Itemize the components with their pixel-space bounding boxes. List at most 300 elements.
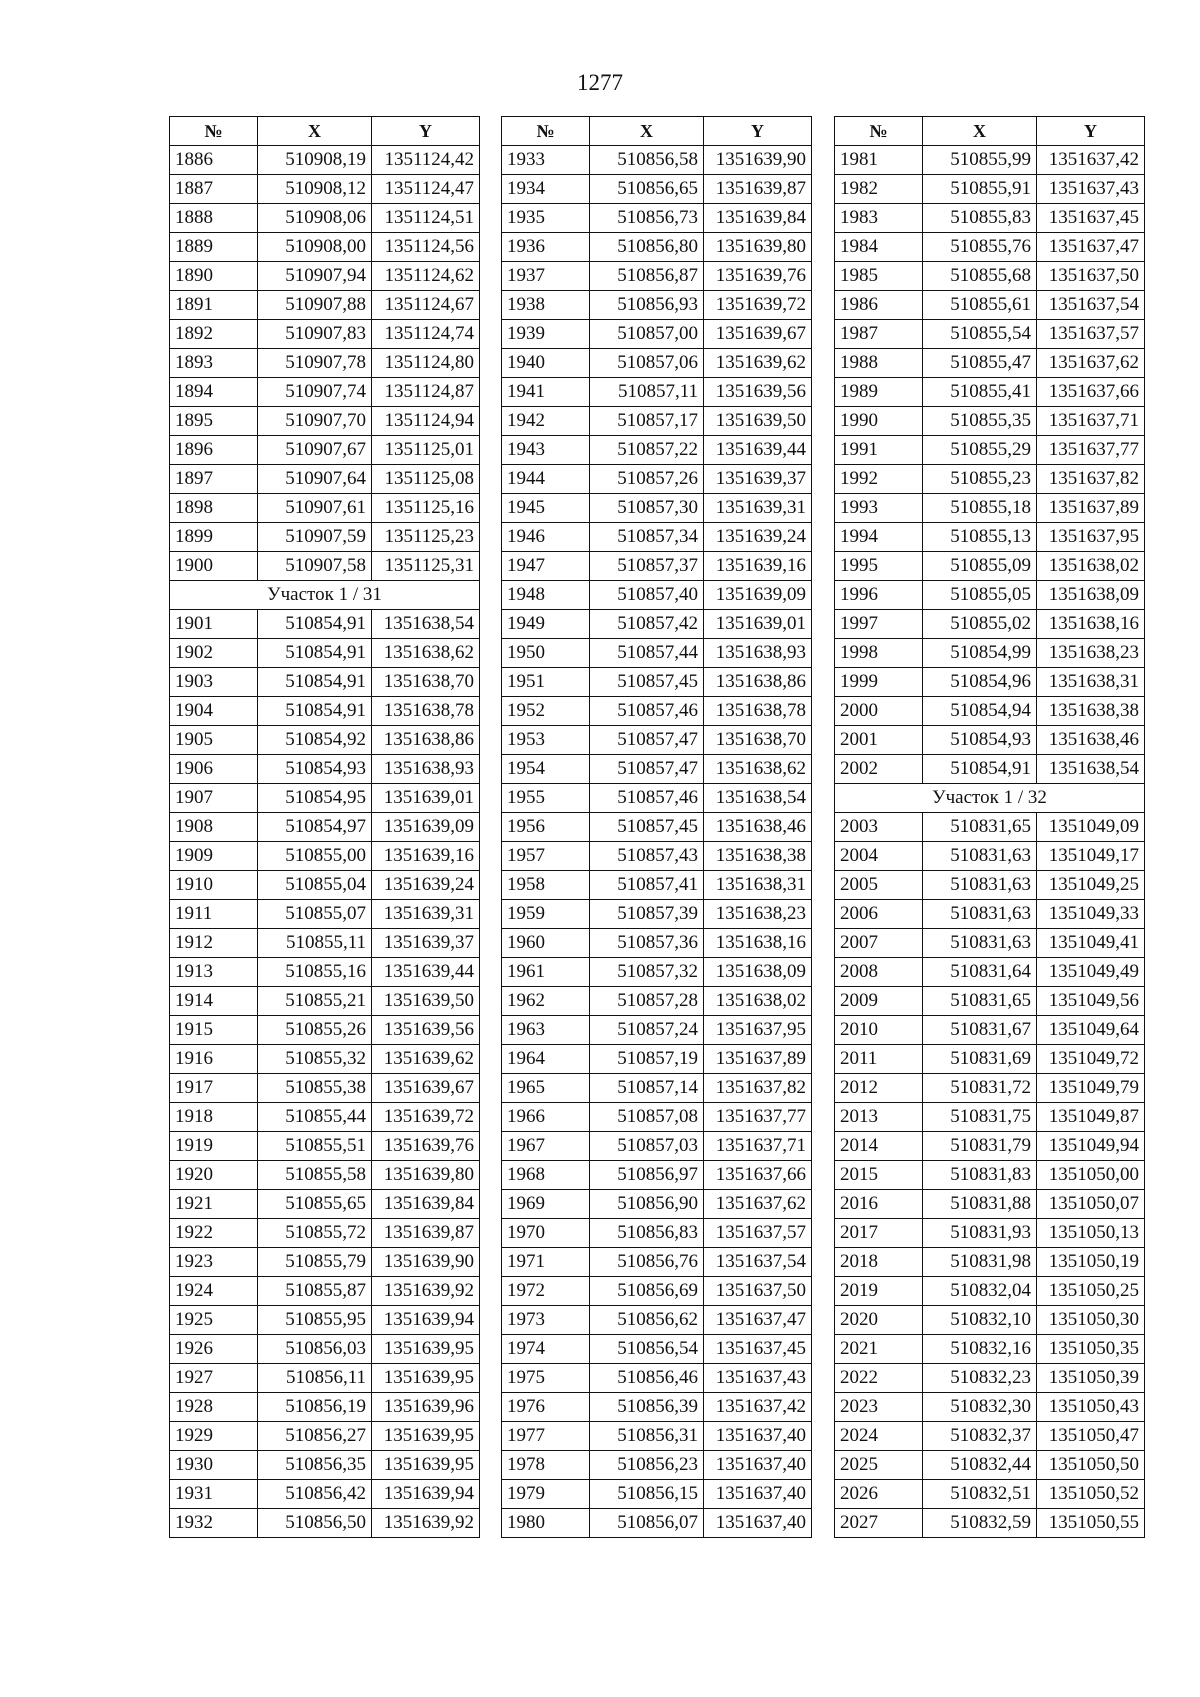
table-row <box>502 1103 812 1132</box>
point-number: 1934 <box>502 175 590 204</box>
coord-y: 1351637,66 <box>704 1161 812 1190</box>
table-row <box>170 552 480 581</box>
point-number: 1975 <box>502 1364 590 1393</box>
page-number: 1277 <box>577 70 623 95</box>
coord-y: 1351637,77 <box>1037 436 1145 465</box>
coord-x: 510856,65 <box>590 175 704 204</box>
coord-x: 510857,42 <box>590 610 704 639</box>
point-number: 1977 <box>502 1422 590 1451</box>
table-row <box>502 349 812 378</box>
coord-y: 1351125,23 <box>372 523 480 552</box>
coord-y: 1351639,09 <box>704 581 812 610</box>
point-number: 1997 <box>835 610 923 639</box>
coord-y: 1351637,47 <box>704 1306 812 1335</box>
point-number: 1931 <box>170 1480 258 1509</box>
table-row <box>835 813 1145 842</box>
table-row <box>170 987 480 1016</box>
coord-x: 510831,65 <box>923 987 1037 1016</box>
coord-x: 510908,12 <box>258 175 372 204</box>
coord-y: 1351637,71 <box>704 1132 812 1161</box>
point-number: 2017 <box>835 1219 923 1248</box>
table-row <box>170 1509 480 1538</box>
coord-y: 1351049,72 <box>1037 1045 1145 1074</box>
coord-y: 1351637,82 <box>1037 465 1145 494</box>
coord-y: 1351637,43 <box>704 1364 812 1393</box>
coord-y: 1351050,50 <box>1037 1451 1145 1480</box>
table-row <box>502 871 812 900</box>
coord-y: 1351050,47 <box>1037 1422 1145 1451</box>
table-row <box>835 726 1145 755</box>
coord-x: 510854,97 <box>258 813 372 842</box>
point-number: 1964 <box>502 1045 590 1074</box>
coord-x: 510857,39 <box>590 900 704 929</box>
coord-x: 510857,14 <box>590 1074 704 1103</box>
coord-y: 1351049,94 <box>1037 1132 1145 1161</box>
point-number: 1889 <box>170 233 258 262</box>
coord-y: 1351638,54 <box>704 784 812 813</box>
coord-x: 510854,93 <box>258 755 372 784</box>
header-number: № <box>835 117 923 146</box>
coord-y: 1351639,01 <box>372 784 480 813</box>
coord-x: 510855,13 <box>923 523 1037 552</box>
point-number: 2023 <box>835 1393 923 1422</box>
coord-y: 1351637,50 <box>704 1277 812 1306</box>
coord-x: 510857,46 <box>590 784 704 813</box>
coord-x: 510856,46 <box>590 1364 704 1393</box>
section-row <box>170 581 480 610</box>
point-number: 2019 <box>835 1277 923 1306</box>
table-row <box>835 639 1145 668</box>
coord-x: 510855,65 <box>258 1190 372 1219</box>
coordinates-table-3 <box>834 116 1145 1538</box>
table-row <box>502 581 812 610</box>
table-row <box>170 320 480 349</box>
coord-y: 1351638,93 <box>372 755 480 784</box>
point-number: 1956 <box>502 813 590 842</box>
coord-y: 1351639,95 <box>372 1451 480 1480</box>
coord-x: 510855,38 <box>258 1074 372 1103</box>
table-row <box>170 1335 480 1364</box>
table-row <box>170 233 480 262</box>
coord-x: 510854,91 <box>258 610 372 639</box>
point-number: 1915 <box>170 1016 258 1045</box>
coord-x: 510855,68 <box>923 262 1037 291</box>
table-row <box>502 1161 812 1190</box>
coord-y: 1351637,57 <box>704 1219 812 1248</box>
coord-x: 510855,05 <box>923 581 1037 610</box>
table-row <box>835 407 1145 436</box>
point-number: 1888 <box>170 204 258 233</box>
point-number: 1924 <box>170 1277 258 1306</box>
coord-y: 1351637,77 <box>704 1103 812 1132</box>
coord-x: 510832,37 <box>923 1422 1037 1451</box>
point-number: 1947 <box>502 552 590 581</box>
table-header-row <box>502 117 812 146</box>
coord-y: 1351639,16 <box>372 842 480 871</box>
table-row <box>835 552 1145 581</box>
table-row <box>170 1306 480 1335</box>
point-number: 1892 <box>170 320 258 349</box>
coord-x: 510856,73 <box>590 204 704 233</box>
coord-y: 1351124,56 <box>372 233 480 262</box>
coord-y: 1351125,16 <box>372 494 480 523</box>
coord-x: 510856,42 <box>258 1480 372 1509</box>
table-row <box>502 1422 812 1451</box>
table-row <box>170 291 480 320</box>
coord-x: 510857,26 <box>590 465 704 494</box>
table-row <box>835 320 1145 349</box>
table-row <box>835 465 1145 494</box>
table-row <box>835 1219 1145 1248</box>
coord-x: 510832,10 <box>923 1306 1037 1335</box>
coord-x: 510854,96 <box>923 668 1037 697</box>
coord-x: 510857,45 <box>590 668 704 697</box>
coord-y: 1351124,74 <box>372 320 480 349</box>
coord-y: 1351125,01 <box>372 436 480 465</box>
coord-x: 510855,29 <box>923 436 1037 465</box>
point-number: 1920 <box>170 1161 258 1190</box>
coord-x: 510832,30 <box>923 1393 1037 1422</box>
point-number: 2014 <box>835 1132 923 1161</box>
table-row <box>502 465 812 494</box>
table-row <box>502 1074 812 1103</box>
coord-x: 510831,63 <box>923 871 1037 900</box>
coord-x: 510856,11 <box>258 1364 372 1393</box>
coord-x: 510855,72 <box>258 1219 372 1248</box>
point-number: 1890 <box>170 262 258 291</box>
table-row <box>170 407 480 436</box>
point-number: 1982 <box>835 175 923 204</box>
coord-x: 510831,83 <box>923 1161 1037 1190</box>
point-number: 1992 <box>835 465 923 494</box>
coord-y: 1351124,51 <box>372 204 480 233</box>
coord-y: 1351639,95 <box>372 1422 480 1451</box>
point-number: 1918 <box>170 1103 258 1132</box>
coord-x: 510907,83 <box>258 320 372 349</box>
coord-x: 510907,88 <box>258 291 372 320</box>
coord-x: 510854,94 <box>923 697 1037 726</box>
coord-y: 1351638,09 <box>704 958 812 987</box>
table-row <box>502 610 812 639</box>
coord-y: 1351637,66 <box>1037 378 1145 407</box>
coord-x: 510856,87 <box>590 262 704 291</box>
coord-y: 1351638,38 <box>1037 697 1145 726</box>
coord-y: 1351638,31 <box>1037 668 1145 697</box>
table-row <box>502 1248 812 1277</box>
point-number: 1953 <box>502 726 590 755</box>
coord-x: 510857,30 <box>590 494 704 523</box>
coord-y: 1351637,43 <box>1037 175 1145 204</box>
coord-y: 1351637,54 <box>1037 291 1145 320</box>
coord-x: 510831,63 <box>923 929 1037 958</box>
table-row <box>502 1335 812 1364</box>
point-number: 1966 <box>502 1103 590 1132</box>
table-row <box>835 958 1145 987</box>
coord-y: 1351637,95 <box>704 1016 812 1045</box>
table-row <box>170 1074 480 1103</box>
coord-y: 1351638,78 <box>372 697 480 726</box>
coord-x: 510857,28 <box>590 987 704 1016</box>
point-number: 1917 <box>170 1074 258 1103</box>
coord-y: 1351637,40 <box>704 1422 812 1451</box>
point-number: 1926 <box>170 1335 258 1364</box>
point-number: 1922 <box>170 1219 258 1248</box>
table-header-row <box>170 117 480 146</box>
table-row <box>170 378 480 407</box>
coord-x: 510831,79 <box>923 1132 1037 1161</box>
table-row <box>835 1509 1145 1538</box>
coord-y: 1351639,95 <box>372 1335 480 1364</box>
table-row <box>502 1219 812 1248</box>
coord-y: 1351637,95 <box>1037 523 1145 552</box>
table-row <box>502 842 812 871</box>
point-number: 1976 <box>502 1393 590 1422</box>
coord-y: 1351637,71 <box>1037 407 1145 436</box>
coord-y: 1351637,62 <box>704 1190 812 1219</box>
coord-x: 510857,41 <box>590 871 704 900</box>
point-number: 1928 <box>170 1393 258 1422</box>
table-row <box>502 639 812 668</box>
coord-y: 1351639,87 <box>704 175 812 204</box>
table-row <box>835 610 1145 639</box>
table-row <box>170 610 480 639</box>
coord-x: 510831,69 <box>923 1045 1037 1074</box>
coord-x: 510831,63 <box>923 900 1037 929</box>
coord-x: 510855,11 <box>258 929 372 958</box>
table-row <box>170 1480 480 1509</box>
table-row <box>502 494 812 523</box>
coord-y: 1351638,02 <box>1037 552 1145 581</box>
coord-y: 1351638,38 <box>704 842 812 871</box>
table-body <box>502 146 812 1538</box>
point-number: 1919 <box>170 1132 258 1161</box>
coord-x: 510855,02 <box>923 610 1037 639</box>
table-row <box>170 1132 480 1161</box>
coord-x: 510855,00 <box>258 842 372 871</box>
table-row <box>170 175 480 204</box>
table-row <box>170 436 480 465</box>
point-number: 1959 <box>502 900 590 929</box>
point-number: 1985 <box>835 262 923 291</box>
coord-y: 1351639,31 <box>704 494 812 523</box>
point-number: 2010 <box>835 1016 923 1045</box>
coord-y: 1351637,45 <box>704 1335 812 1364</box>
coord-y: 1351124,80 <box>372 349 480 378</box>
coord-y: 1351637,89 <box>704 1045 812 1074</box>
table-row <box>835 1190 1145 1219</box>
header-y: Y <box>372 117 480 146</box>
coord-y: 1351050,13 <box>1037 1219 1145 1248</box>
table-row <box>502 1451 812 1480</box>
table-row <box>502 262 812 291</box>
coord-x: 510831,88 <box>923 1190 1037 1219</box>
point-number: 1987 <box>835 320 923 349</box>
coord-x: 510907,70 <box>258 407 372 436</box>
coord-x: 510855,83 <box>923 204 1037 233</box>
table-row <box>170 755 480 784</box>
coord-x: 510855,54 <box>923 320 1037 349</box>
coord-y: 1351639,95 <box>372 1364 480 1393</box>
point-number: 1979 <box>502 1480 590 1509</box>
coord-y: 1351049,25 <box>1037 871 1145 900</box>
table-row <box>502 1045 812 1074</box>
table-row <box>835 900 1145 929</box>
table-row <box>170 813 480 842</box>
point-number: 1995 <box>835 552 923 581</box>
point-number: 1969 <box>502 1190 590 1219</box>
coord-y: 1351639,67 <box>704 320 812 349</box>
coord-x: 510907,78 <box>258 349 372 378</box>
point-number: 2022 <box>835 1364 923 1393</box>
coord-x: 510856,35 <box>258 1451 372 1480</box>
point-number: 2003 <box>835 813 923 842</box>
point-number: 1896 <box>170 436 258 465</box>
coord-x: 510856,15 <box>590 1480 704 1509</box>
point-number: 1991 <box>835 436 923 465</box>
coord-x: 510832,51 <box>923 1480 1037 1509</box>
point-number: 1970 <box>502 1219 590 1248</box>
table-row <box>170 1451 480 1480</box>
table-row <box>170 1422 480 1451</box>
table-row <box>835 146 1145 175</box>
coord-x: 510855,09 <box>923 552 1037 581</box>
table-row <box>502 1190 812 1219</box>
point-number: 2026 <box>835 1480 923 1509</box>
coord-y: 1351638,86 <box>704 668 812 697</box>
table-row <box>170 639 480 668</box>
coord-x: 510907,94 <box>258 262 372 291</box>
coord-y: 1351125,08 <box>372 465 480 494</box>
point-number: 1927 <box>170 1364 258 1393</box>
table-row <box>170 204 480 233</box>
coord-x: 510907,64 <box>258 465 372 494</box>
table-row <box>835 1451 1145 1480</box>
coord-y: 1351639,94 <box>372 1480 480 1509</box>
table-row <box>170 465 480 494</box>
table-row <box>170 929 480 958</box>
table-row <box>502 233 812 262</box>
section-row <box>835 784 1145 813</box>
table-row <box>835 929 1145 958</box>
coord-y: 1351639,31 <box>372 900 480 929</box>
point-number: 1941 <box>502 378 590 407</box>
point-number: 1972 <box>502 1277 590 1306</box>
table-row <box>502 726 812 755</box>
coord-y: 1351639,80 <box>704 233 812 262</box>
coord-x: 510854,91 <box>258 639 372 668</box>
coord-y: 1351639,80 <box>372 1161 480 1190</box>
point-number: 1944 <box>502 465 590 494</box>
table-row <box>502 1132 812 1161</box>
table-row <box>835 494 1145 523</box>
coord-x: 510856,90 <box>590 1190 704 1219</box>
coord-x: 510857,32 <box>590 958 704 987</box>
point-number: 1898 <box>170 494 258 523</box>
coord-x: 510856,80 <box>590 233 704 262</box>
coord-x: 510855,44 <box>258 1103 372 1132</box>
coord-y: 1351639,37 <box>372 929 480 958</box>
coord-x: 510855,95 <box>258 1306 372 1335</box>
coord-y: 1351124,42 <box>372 146 480 175</box>
coord-x: 510855,07 <box>258 900 372 929</box>
point-number: 1907 <box>170 784 258 813</box>
coord-x: 510857,00 <box>590 320 704 349</box>
table-row <box>170 842 480 871</box>
table-row <box>835 668 1145 697</box>
coord-y: 1351637,57 <box>1037 320 1145 349</box>
coord-y: 1351638,70 <box>372 668 480 697</box>
coord-y: 1351050,07 <box>1037 1190 1145 1219</box>
point-number: 1986 <box>835 291 923 320</box>
table-row <box>502 784 812 813</box>
point-number: 1999 <box>835 668 923 697</box>
coord-y: 1351639,72 <box>372 1103 480 1132</box>
point-number: 1925 <box>170 1306 258 1335</box>
point-number: 1994 <box>835 523 923 552</box>
coord-x: 510856,62 <box>590 1306 704 1335</box>
table-row <box>502 175 812 204</box>
table-row <box>170 697 480 726</box>
coord-x: 510831,75 <box>923 1103 1037 1132</box>
point-number: 1998 <box>835 639 923 668</box>
coord-x: 510907,74 <box>258 378 372 407</box>
coord-y: 1351124,87 <box>372 378 480 407</box>
point-number: 1932 <box>170 1509 258 1538</box>
coord-x: 510831,63 <box>923 842 1037 871</box>
point-number: 1988 <box>835 349 923 378</box>
table-row <box>502 291 812 320</box>
coord-x: 510855,99 <box>923 146 1037 175</box>
coord-x: 510831,65 <box>923 813 1037 842</box>
coord-x: 510857,17 <box>590 407 704 436</box>
header-number: № <box>170 117 258 146</box>
coord-y: 1351637,89 <box>1037 494 1145 523</box>
coord-y: 1351049,56 <box>1037 987 1145 1016</box>
point-number: 1981 <box>835 146 923 175</box>
table-row <box>170 958 480 987</box>
point-number: 2009 <box>835 987 923 1016</box>
table-row <box>502 813 812 842</box>
header-y: Y <box>704 117 812 146</box>
point-number: 1936 <box>502 233 590 262</box>
coord-x: 510854,93 <box>923 726 1037 755</box>
point-number: 2016 <box>835 1190 923 1219</box>
coord-x: 510857,03 <box>590 1132 704 1161</box>
point-number: 1946 <box>502 523 590 552</box>
coord-y: 1351637,47 <box>1037 233 1145 262</box>
coord-x: 510857,37 <box>590 552 704 581</box>
coord-x: 510856,83 <box>590 1219 704 1248</box>
coord-x: 510907,67 <box>258 436 372 465</box>
point-number: 1963 <box>502 1016 590 1045</box>
coord-x: 510856,54 <box>590 1335 704 1364</box>
coord-y: 1351637,40 <box>704 1509 812 1538</box>
point-number: 1906 <box>170 755 258 784</box>
coord-x: 510857,34 <box>590 523 704 552</box>
point-number: 2025 <box>835 1451 923 1480</box>
table-row <box>170 1277 480 1306</box>
table-row <box>502 755 812 784</box>
coord-y: 1351638,93 <box>704 639 812 668</box>
table-row <box>502 958 812 987</box>
point-number: 1887 <box>170 175 258 204</box>
coord-y: 1351638,86 <box>372 726 480 755</box>
section-label: Участок 1 / 32 <box>835 784 1145 813</box>
coord-y: 1351050,19 <box>1037 1248 1145 1277</box>
coord-x: 510854,91 <box>923 755 1037 784</box>
coord-x: 510857,45 <box>590 813 704 842</box>
table-row <box>502 320 812 349</box>
